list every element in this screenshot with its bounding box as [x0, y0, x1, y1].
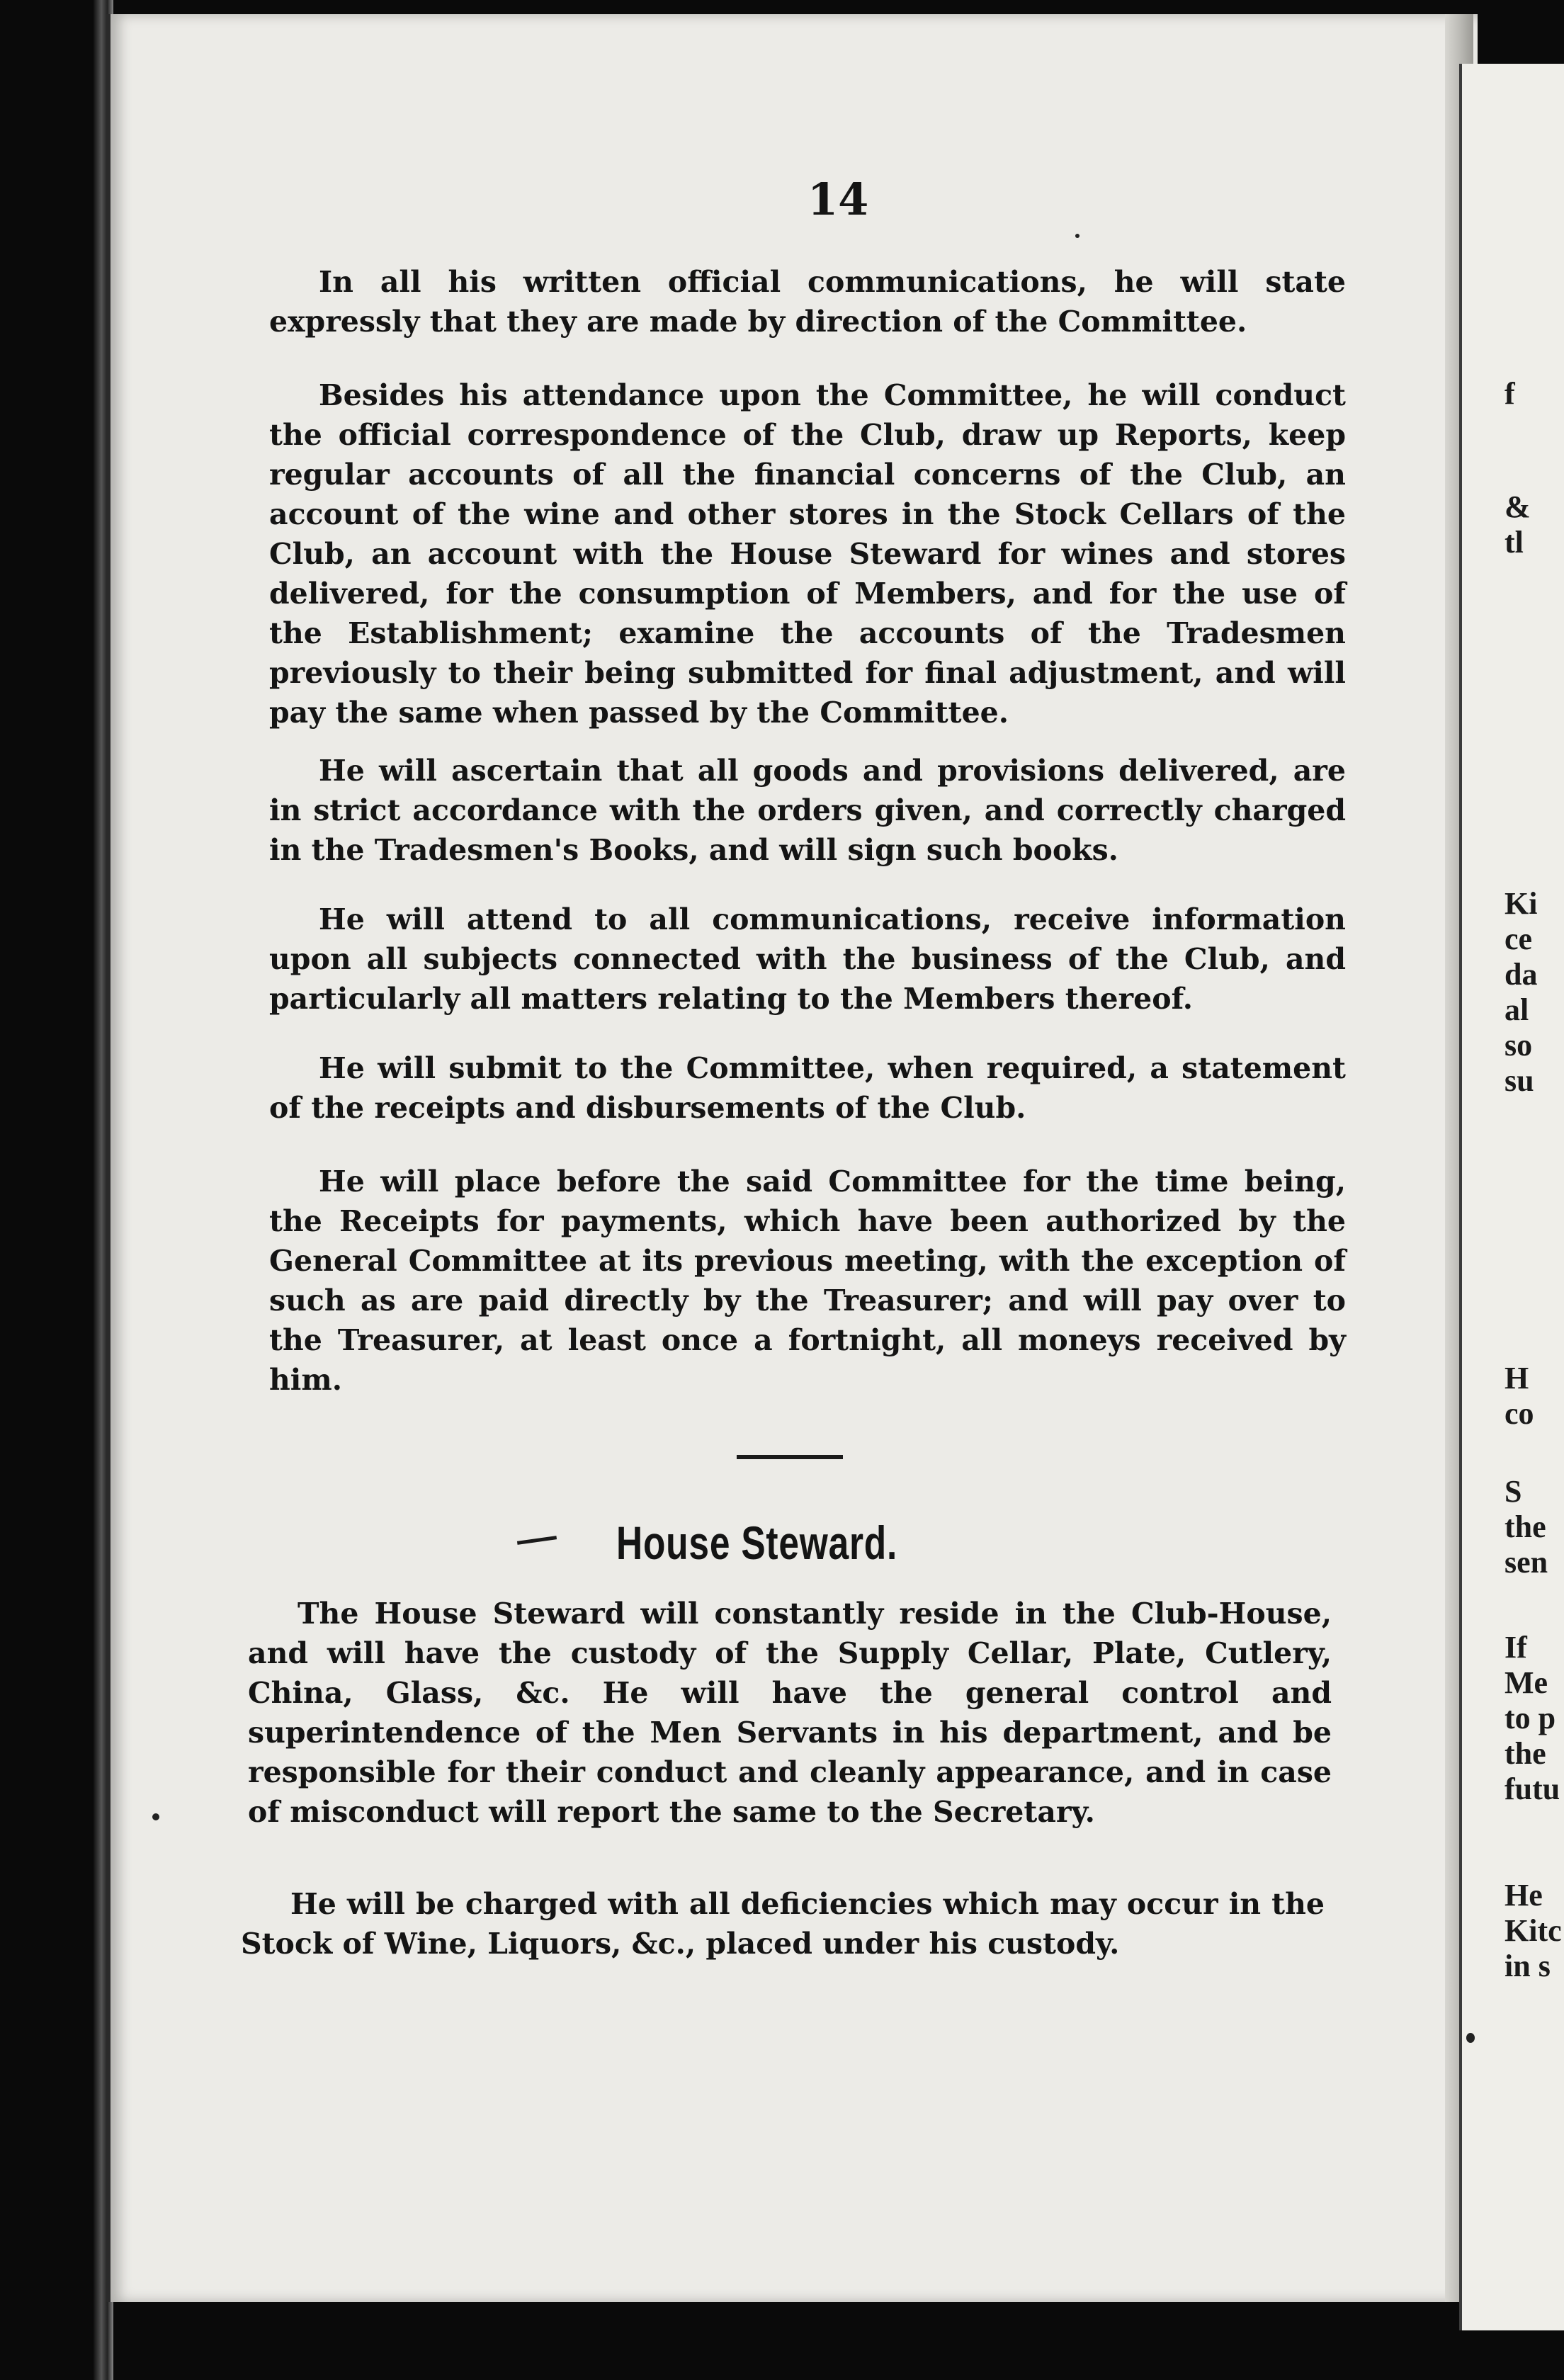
facing-page-fragment: He [1504, 1878, 1543, 1912]
facing-page-fragment: da [1504, 957, 1538, 992]
facing-page-fragment: Kitc [1504, 1913, 1562, 1948]
facing-page-fragment: al [1504, 992, 1529, 1027]
section-heading: House Steward. [616, 1517, 898, 1569]
facing-page-fragment: Ki [1504, 886, 1538, 921]
paragraph-goods-provisions: He will ascertain that all goods and provisions delivered, are in strict accordance with the orders given, and correctly charged in the Tradesmen's Books, and will sign such books. [269, 754, 1346, 867]
paragraph-receipts-statement: He will submit to the Committee, when required, a statement of the receipts and disbursements of the Club. [269, 1051, 1346, 1125]
facing-page-fragment: the [1504, 1509, 1546, 1544]
facing-page-fragment: tl [1504, 525, 1524, 560]
facing-page-fragment: su [1504, 1063, 1534, 1098]
facing-page-fragment: H [1504, 1361, 1529, 1395]
ink-speck [1075, 234, 1080, 238]
facing-page-fragment: & [1504, 489, 1531, 524]
facing-page-fragment: f [1504, 376, 1515, 411]
facing-page-fragment: the [1504, 1736, 1546, 1771]
section-divider [737, 1455, 843, 1459]
facing-page-fragment: in s [1504, 1949, 1551, 1983]
paragraph-house-steward-deficiencies: He will be charged with all deficiencies which may occur in the Stock of Wine, Liquors, &c., placed under his custody. [241, 1887, 1325, 1961]
facing-page-fragment: ce [1504, 922, 1533, 956]
paragraph-house-steward-duties: The House Steward will constantly reside in the Club-House, and will have the custody of the Supply Cellar, Plate, Cutlery, China, Glass, &c. He will have the general control and superintendence of the Men Servants in his department, and be responsible for their conduct and cleanly appearance, and in case of misconduct will report the same to the Secretary. [248, 1597, 1332, 1829]
paragraph-communications: He will attend to all communications, receive information upon all subjects connected with the business of the Club, and particularly all matters relating to the Members thereof. [269, 902, 1346, 1016]
facing-page-fragment: Me [1504, 1665, 1548, 1700]
facing-page-fragment: so [1504, 1028, 1533, 1062]
paragraph-official-communications: In all his written official communications, he will state expressly that they are made by direction of the Committee. [269, 265, 1346, 339]
facing-page-fragment: S [1504, 1474, 1522, 1509]
facing-page-fragment: futu [1504, 1772, 1560, 1806]
ink-speck [152, 1813, 159, 1820]
facing-page-fragment: sen [1504, 1545, 1548, 1580]
paragraph-payments: He will place before the said Committee for the time being, the Receipts for payments, which have been authorized by the General Committee at its previous meeting, with the exception of such as are paid directly by the Treasurer; and will pay over to the Treasurer, at least once a fortnight, all moneys received by him. [269, 1164, 1346, 1397]
facing-page-fragment: co [1504, 1396, 1534, 1431]
ink-speck [1466, 2033, 1475, 2043]
facing-page-fragment: to p [1504, 1701, 1556, 1735]
facing-page-fragment: If [1504, 1630, 1527, 1665]
paragraph-secretary-duties: Besides his attendance upon the Committee, he will conduct the official correspondence of the Club, draw up Reports, keep regular accounts of all the financial concerns of the Club, an account of the wine and other stores in the Stock Cellars of the Club, an account with the House Steward for wines and stores delivered, for the consumption of Members, and for the use of the Establishment; examine the accounts of the Tradesmen previously to their being submitted for final adjustment, and will pay the same when passed by the Committee. [269, 378, 1346, 730]
page-number: 14 [808, 174, 869, 225]
facing-page [1459, 64, 1564, 2330]
